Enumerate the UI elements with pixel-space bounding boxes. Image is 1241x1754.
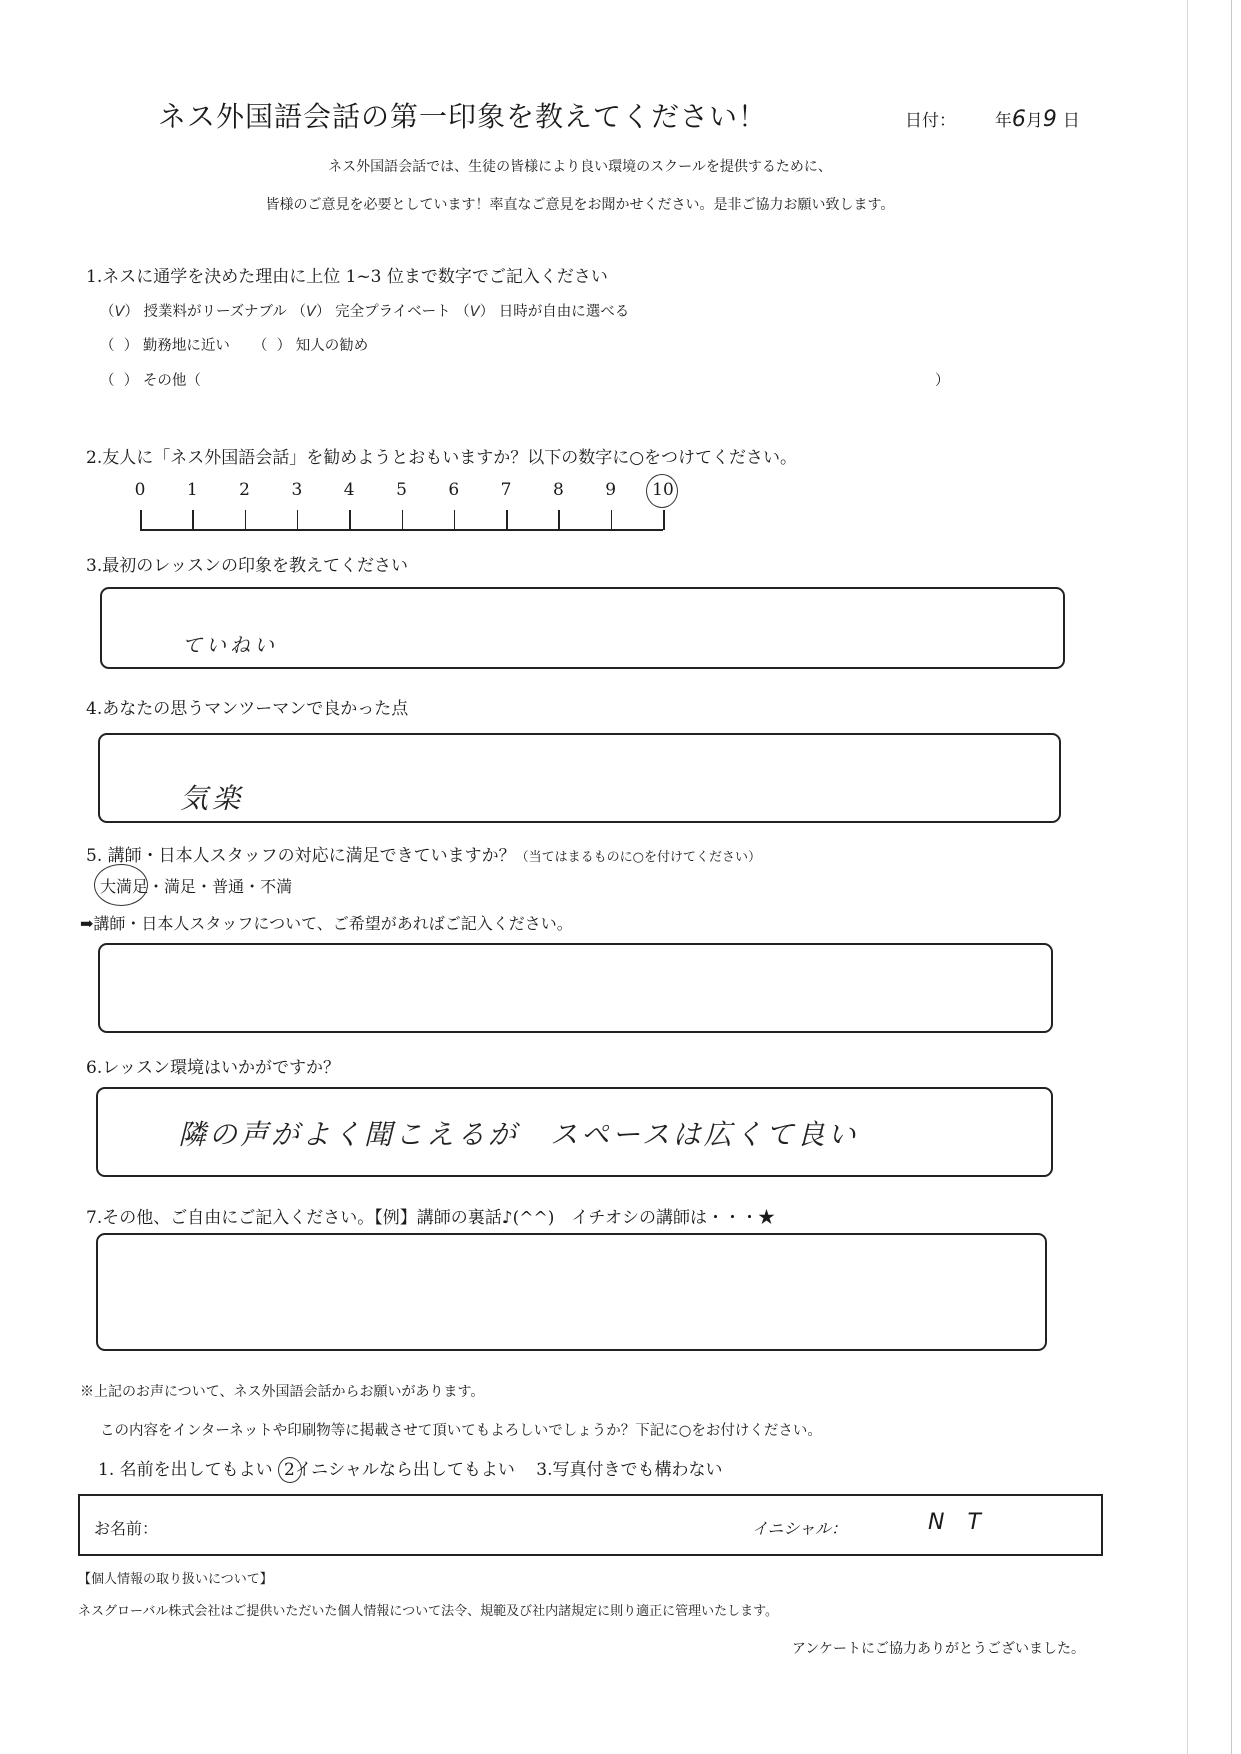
name-label: お名前： <box>94 1519 159 1538</box>
q5-question-row <box>86 841 761 866</box>
scale-tick <box>192 510 194 530</box>
q4-answer: 気楽 <box>180 782 245 815</box>
q3-answer: ていねい <box>182 633 278 657</box>
q5-question: 5. 講師・日本人スタッフの対応に満足できていますか？ <box>86 846 516 866</box>
q7-question: 7.その他、ご自由にご記入ください。【例】講師の裏話♪(^^) イチオシの講師は・・・★ <box>86 1208 775 1228</box>
q4-answer-box[interactable] <box>98 733 1061 823</box>
date-month[interactable]: 6 <box>1011 107 1026 132</box>
q2-question: 2.友人に「ネス外国語会話」を勧めようとおもいますか？以下の数字に○をつけてください。 <box>86 448 798 468</box>
privacy-text: ネスグローバル株式会社はご提供いただいた個人情報について法令、規範及び社内諸規定に則り適正に管理いたします。 <box>78 1604 779 1619</box>
scale-option-10[interactable]: 10 <box>652 480 674 500</box>
intro-line-1: ネス外国語会話では、生徒の皆様により良い環境のスクールを提供するために、 <box>328 159 832 175</box>
q1-option-3[interactable]: （V） 日時が自由に選べる <box>455 304 630 320</box>
q5-options: 大満足 ・満足・普通・不満 <box>100 874 292 897</box>
scale-option-5[interactable]: 5 <box>396 480 407 500</box>
scale-tick <box>402 510 404 530</box>
scale-option-3[interactable]: 3 <box>291 480 303 500</box>
scale-tick <box>611 510 613 530</box>
publication-request: この内容をインターネットや印刷物等に掲載させて頂いてもよろしいでしょうか？下記に○をお付けください。 <box>100 1423 822 1439</box>
q1-option-1[interactable]: （V） 授業料がリーズナブル <box>100 304 287 320</box>
scan-line <box>1187 0 1188 1754</box>
intro-line-2: 皆様のご意見を必要としています！率直なご意見をお聞かせください。是非ご協力お願い致します。 <box>265 197 895 213</box>
checkmark-icon: V <box>114 304 125 320</box>
checkmark-icon: V <box>469 304 480 320</box>
date-label: 日付： <box>905 111 956 131</box>
initial-field[interactable]: N T <box>928 1510 989 1535</box>
q5-option-1[interactable]: 大満足 <box>100 874 148 897</box>
publication-option-3[interactable]: 3.写真付きでも構わない <box>536 1460 723 1480</box>
q1-question: 1.ネスに通学を決めた理由に上位 1~3 位まで数字でご記入ください <box>86 267 608 287</box>
scale-option-7[interactable]: 7 <box>500 480 512 500</box>
scale-tick <box>349 510 351 530</box>
publication-notice: ※上記のお声について、ネス外国語会話からお願いがあります。 <box>80 1384 485 1400</box>
name-box <box>78 1494 1103 1556</box>
privacy-heading: 【個人情報の取り扱いについて】 <box>78 1572 273 1587</box>
q1-option-4[interactable]: （ ） 勤務地に近い <box>100 338 230 354</box>
scale-tick <box>245 510 247 530</box>
scale-option-1[interactable]: 1 <box>186 480 198 500</box>
publication-options <box>98 1455 722 1480</box>
scale-option-2[interactable]: 2 <box>239 480 250 500</box>
q3-answer-box[interactable] <box>100 587 1065 669</box>
selection-circle <box>278 1457 302 1483</box>
q6-answer-box[interactable] <box>96 1087 1053 1177</box>
scale-tick <box>558 510 560 530</box>
q1-other-close: ） <box>935 373 950 389</box>
q5-option-4[interactable]: 不満 <box>260 877 293 896</box>
date-field <box>905 106 1080 132</box>
q5-followup-box[interactable] <box>98 943 1053 1033</box>
q5-followup: ➡講師・日本人スタッフについて、ご希望があればご記入ください。 <box>80 914 573 933</box>
initial-label: イニシャル： <box>752 1519 848 1538</box>
q5-note: （当てはまるものに○を付けてください） <box>515 850 761 865</box>
scale-tick <box>454 510 456 530</box>
q6-answer: 隣の声がよく聞こえるが スペースは広くて良い <box>178 1118 859 1151</box>
q1-row-1 <box>100 300 629 321</box>
page-title: ネス外国語会話の第一印象を教えてください！ <box>158 100 768 133</box>
q7-answer-box[interactable] <box>96 1233 1047 1351</box>
q4-question: 4.あなたの思うマンツーマンで良かった点 <box>86 699 409 719</box>
scale-option-4[interactable]: 4 <box>343 480 355 500</box>
thanks-message: アンケートにご協力ありがとうございました。 <box>791 1641 1085 1657</box>
date-year-suffix: 年 <box>994 111 1012 131</box>
q1-row-2 <box>100 334 368 355</box>
q1-option-5[interactable]: （ ） 知人の勧め <box>252 338 369 354</box>
scale-option-0[interactable]: 0 <box>134 480 146 500</box>
q6-question: 6.レッスン環境はいかがですか？ <box>86 1058 341 1078</box>
date-day[interactable]: 9 <box>1042 107 1057 132</box>
scale-tick <box>140 510 142 530</box>
q5-option-3[interactable]: 普通 <box>212 877 245 896</box>
publication-option-1[interactable]: 1. 名前を出してもよい <box>98 1460 273 1480</box>
q1-option-2[interactable]: （V） 完全プライベート <box>291 304 451 320</box>
checkmark-icon: V <box>306 304 316 320</box>
scale-option-6[interactable]: 6 <box>448 480 460 500</box>
selection-circle <box>94 864 148 906</box>
scale-tick <box>506 510 508 530</box>
scale-tick <box>663 510 665 530</box>
publication-option-2[interactable]: 2 イニシャルなら出してもよい <box>284 1455 515 1480</box>
selection-circle <box>646 474 678 508</box>
scale-tick <box>297 510 299 530</box>
scale-baseline <box>140 529 663 531</box>
date-day-suffix: 日 <box>1062 111 1080 131</box>
scan-line <box>1231 0 1232 1754</box>
q3-question: 3.最初のレッスンの印象を教えてください <box>86 556 409 576</box>
q1-option-6[interactable]: （ ） その他（ <box>100 373 201 389</box>
q5-option-2[interactable]: 満足 <box>164 877 197 896</box>
scale-option-9[interactable]: 9 <box>605 480 617 500</box>
scale-option-8[interactable]: 8 <box>552 480 564 500</box>
date-month-suffix: 月 <box>1025 111 1043 131</box>
